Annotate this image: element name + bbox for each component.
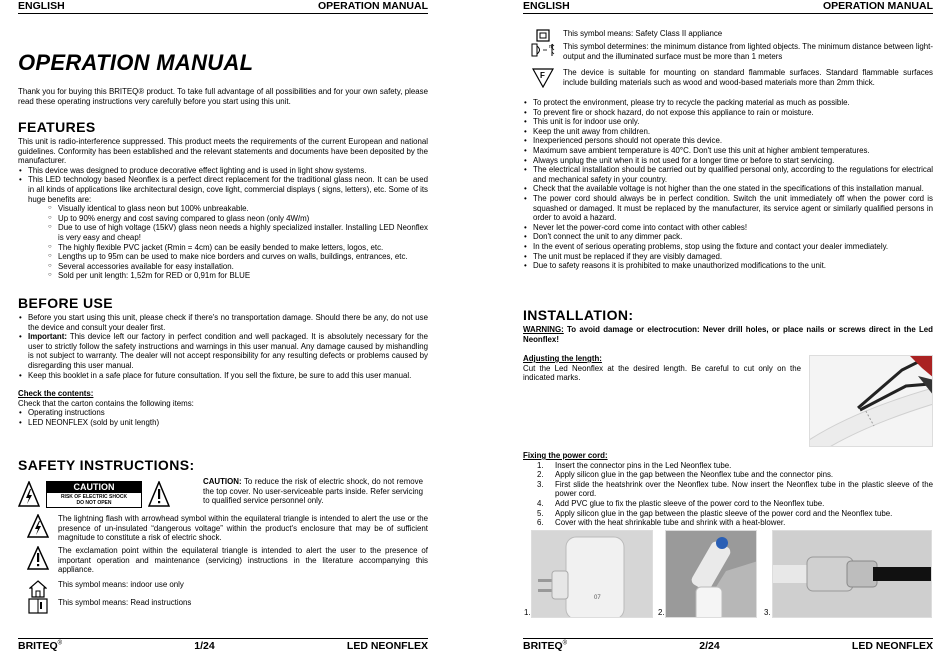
list-item: • Always unplug the unit when it is not used for a longer time or before to start servicing. [523,156,933,166]
list-item: • Before you start using this unit, please check if there's no transportation damage. Should there be any, do not use the device and consult your dealer first. [18,313,428,332]
step-photo-2 [665,530,757,618]
page-header [523,0,933,14]
tube-mark-label: 07 [594,595,601,601]
symbol-row [523,29,933,42]
list-item [18,175,428,281]
footer-product: LED NEONFLEX [346,640,428,652]
list-item: 4. Add PVC glue to fix the plastic sleeve of the power cord to the Neonflex tube. [537,498,825,508]
page-footer [18,638,428,652]
symbol-text: The exclamation point within the equilateral triangle is intended to alert the user to the presence of important operation and maintenance (servicing) instructions in the literature accompanying this appliance. [58,546,428,575]
step-photo-1 [531,530,653,618]
symbol-text: The lightning flash with arrowhead symbol within the equilateral triangle is intended to alert the use or the presence of un-insulated “dangerous voltage” within the product's enclosure that may be of sufficient magnitude to constitute a risk of electric shock. [58,514,428,543]
indoor-house-icon [29,580,47,598]
important-label: Important: [28,332,68,342]
page-left [18,0,428,654]
page-number: 2/24 [699,640,720,652]
fix-section [523,451,933,528]
adjust-section [523,354,801,383]
document-title: OPERATION MANUAL [18,50,254,75]
caution-subtitle: RISK OF ELECTRIC SHOCK [60,493,128,500]
list-item: ○ The highly flexible PVC jacket (Rmin = 4cm) can be easily bended to make letters, logos, etc. [48,243,428,253]
symbol-row [18,598,428,614]
safety-heading: SAFETY INSTRUCTIONS: [18,457,195,473]
symbol-row [523,42,933,61]
list-item: • Important: This device left our factory in perfect condition and well packaged. It is absolutely necessary for the user to strictly follow the safety instructions and warnings in this user manual. Any damage caused by mishandling is not subject to warranty. The dealer will not accept responsibility for any resulting defects or problems caused by disregarding this user manual. [18,332,428,370]
distance-unit-label: m [549,44,554,50]
list-item: 1. Insert the connector pins in the Led Neonflex tube. [537,460,732,470]
installation-warning: WARNING: To avoid damage or electrocution: Never drill holes, or place nails or screws direct in the Led Neonflex! [523,325,933,344]
list-item: ○ Several accessories available for easy installation. [48,262,428,272]
list-item-text: This LED technology based Neonflex is a perfect direct replacement for the traditional glass neon. It can be used in all kinds of applications like architectural design, cove light, commercial displays ( signs, letters), etc. Some of its huge benefits are: [28,175,428,204]
list-item: • LED NEONFLEX (sold by unit length) [18,418,428,428]
lightning-warning-icon [18,481,40,507]
header-title: OPERATION MANUAL [822,0,933,12]
list-item: • In the event of serious operating problems, stop using the fixture and contact your dealer immediately. [523,242,933,252]
list-item: • Inexperienced persons should not operate this device. [523,136,933,146]
lightning-triangle-icon [27,514,49,538]
before-use-list [18,313,428,380]
page-footer [523,638,933,652]
symbol-text: This symbol means: indoor use only [58,580,184,589]
list-item: 3. First slide the heatshrink over the Neonflex tube. Now insert the Neonflex tube in the plastic sleeve of the power cord. [537,479,933,499]
contents-heading: Check the contents: [18,389,94,399]
photo-label: 3. [764,608,771,617]
intro-paragraph: Thank you for buying this BRITEQ® product. To take full advantage of all possibilities and for your own safety, please read these operating instructions very carefully before you start using this unit. [18,87,428,106]
symbol-row [18,546,428,575]
symbol-text: The device is suitable for mounting on standard flammable surfaces. Standard flammable surfaces include building materials such as wood and wood-based materials more than 2mm thick. [563,68,933,87]
list-item: • This unit is for indoor use only. [523,117,933,127]
symbol-text: This symbol means: Read instructions [58,598,192,607]
list-item: ○ Sold per unit length: 1,52m for RED or 0,91m for BLUE [48,271,428,281]
adjust-text: Cut the Led Neonflex at the desired length. Be careful to cut only on the indicated marks. [523,363,801,383]
list-item: ○ Lengths up to 95m can be used to make nice borders and curves on walls, buildings, entrances, etc. [48,252,428,262]
cutting-photo [809,355,933,447]
list-item: • The power cord should always be in perfect condition. Switch the unit immediately off when the power cord is squashed or damaged. It must be replaced by the manufacturer, its service agent or similarly qualified persons in order to avoid a hazard. [523,194,933,223]
features-text: This unit is radio-interference suppressed. This product meets the requirements of the current European and national guidelines. Conformity has been established and the relevant statements and documents have been deposited by the manufacturer. [18,137,428,166]
connector-pins-illustration [532,531,653,618]
list-item: • To protect the environment, please try to recycle the packing material as much as possible. [523,98,933,108]
caution-title: CAUTION [47,482,141,493]
list-item: • The unit must be replaced if they are visibly damaged. [523,252,933,262]
list-item: 6. Cover with the heat shrinkable tube and shrink with a heat-blower. [537,518,786,528]
class-ii-icon [536,29,550,42]
features-section [18,137,428,281]
photo-label: 1. [524,608,531,617]
cutting-illustration [810,356,933,447]
step-photo-3 [772,530,932,618]
footer-brand: BRITEQ® [18,640,63,652]
list-item: • Operating instructions [18,408,428,418]
header-title: OPERATION MANUAL [317,0,428,12]
header-language: ENGLISH [523,0,570,12]
before-use-heading: BEFORE USE [18,295,114,311]
installation-heading: INSTALLATION: [523,307,634,323]
list-item: • Maximum save ambient temperature is 40°C. Don't use this unit at higher ambient temperatures. [523,146,933,156]
photo-label: 2. [658,608,665,617]
footer-brand: BRITEQ® [523,640,568,652]
features-heading: FEATURES [18,119,96,135]
page-right [523,0,933,654]
list-item: • Check that the available voltage is not higher than the one stated in the specifications of this installation manual. [523,184,933,194]
list-item: • To prevent fire or shock hazard, do not expose this appliance to rain or moisture. [523,108,933,118]
list-item: • Never let the power-cord come into contact with other cables! [523,223,933,233]
list-item: 5. Apply silicon glue in the gap between the plastic sleeve of the power cord and the Neonflex tube. [537,508,893,518]
list-item: ○ Visually identical to glass neon but 100% unbreakable. [48,204,428,214]
symbol-row [18,580,428,598]
fix-steps [537,461,933,528]
safety-list-section [523,98,933,271]
before-use-section [18,313,428,428]
flammable-mark-label: F [540,71,545,80]
adjust-heading: Adjusting the length: [523,354,602,363]
symbol-row [18,514,428,543]
caution-label-graphic [18,476,198,512]
symbol-text: This symbol determines: the minimum distance from lighted objects. The minimum distance between light-output and the illuminated surface must be more than 1 meters [563,42,933,61]
exclamation-warning-icon [148,481,170,507]
footer-product: LED NEONFLEX [851,640,933,652]
list-item: • Keep the unit away from children. [523,127,933,137]
list-item: • This device was designed to produce decorative effect lighting and is used in light show systems. [18,166,428,176]
symbol-text: This symbol means: Safety Class II appliance [563,29,723,38]
list-item: • The electrical installation should be carried out by qualified personal only, according to the regulations for electrical and mechanical safety in your country. [523,165,933,184]
symbol-row [523,68,933,90]
gluing-illustration [666,531,757,618]
caution-box [46,481,142,508]
features-list [18,166,428,281]
heat-shrink-illustration [773,531,932,618]
header-language: ENGLISH [18,0,65,12]
list-item: • Keep this booklet in a safe place for future consultation. If you sell the fixture, be sure to add this user manual. [18,371,428,381]
fix-heading: Fixing the power cord: [523,451,608,460]
read-manual-icon [28,598,48,614]
safety-list [523,98,933,271]
benefits-list [48,204,428,281]
contents-list [18,408,428,427]
list-item: • Due to safety reasons it is prohibited to make unauthorized modifications to the unit. [523,261,933,271]
list-item: • Don't connect the unit to any dimmer pack. [523,232,933,242]
list-item: ○ Due to use of high voltage (15kV) glass neon needs a highly specialized installer. Installing LED Neonflex is very easy and cheap! [48,223,428,242]
exclamation-triangle-icon [27,546,49,570]
caution-subtitle: DO NOT OPEN [76,499,112,506]
page-header [18,0,428,14]
contents-intro: Check that the carton contains the following items: [18,398,194,408]
list-item: 2. Apply silicon glue in the gap between the Neonflex tube and the connector pins. [537,470,834,480]
list-item: ○ Up to 90% energy and cost saving compared to glass neon (only 4W/m) [48,214,428,224]
caution-text: CAUTION: To reduce the risk of electric shock, do not remove the top cover. No user-serviceable parts inside. Refer servicing to qualified service personnel only. [203,477,423,506]
page-number: 1/24 [194,640,215,652]
